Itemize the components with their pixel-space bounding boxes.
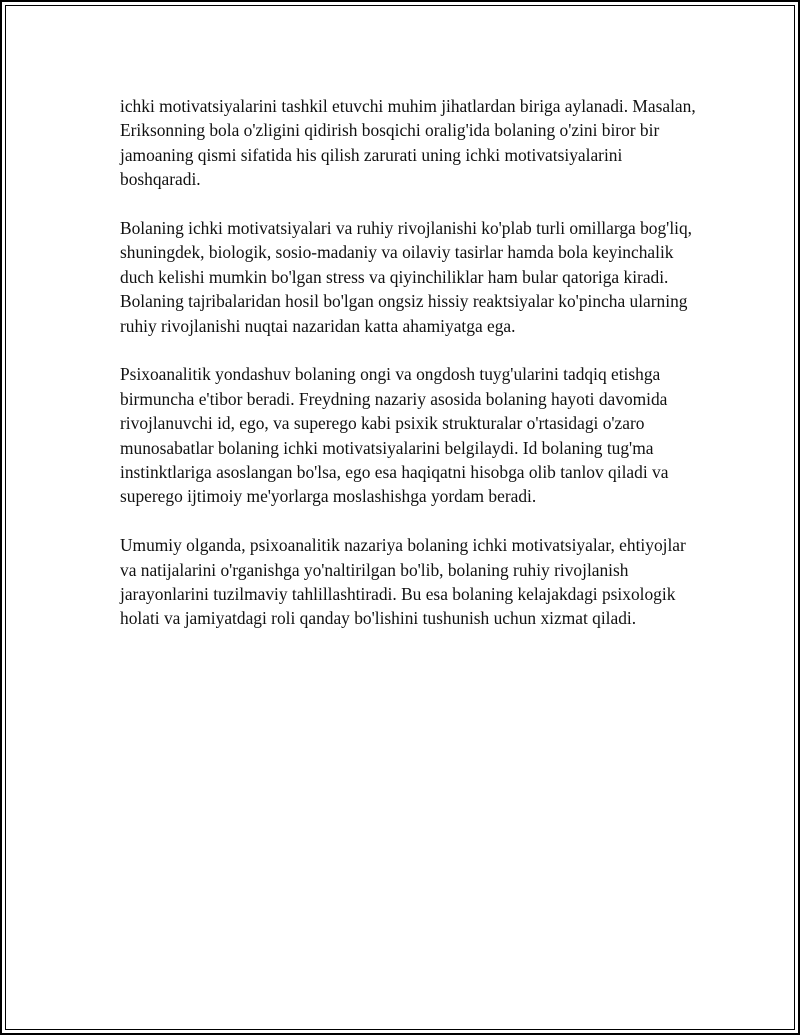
document-body [120, 94, 700, 655]
paragraph-2: Bolaning ichki motivatsiyalari va ruhiy rivojlanishi ko'plab turli omillarga bog'liq, shuningdek, biologik, sosio-madaniy va oilaviy tasirlar hamda bola keyinchalik duch kelishi mumkin bo'lgan stress va qiyinchiliklar ham bular qatoriga kiradi. Bolaning tajribalaridan hosil bo'lgan ongsiz hissiy reaktsiyalar ko'pincha ularning ruhiy rivojlanishi nuqtai nazaridan katta ahamiyatga ega. [120, 218, 693, 336]
paragraph-4: Umumiy olganda, psixoanalitik nazariya bolaning ichki motivatsiyalar, ehtiyojlar va natijalarini o'rganishga yo'naltirilgan bo'lib, bolaning ruhiy rivojlanish jarayonlarini tuzilmaviy tahlillashtiradi. Bu esa bolaning kelajakdagi psixologik holati va jamiyatdagi roli qanday bo'lishini tushunish uchun xizmat qiladi. [120, 535, 686, 629]
paragraph-1: ichki motivatsiyalarini tashkil etuvchi muhim jihatlardan biriga aylanadi. Masalan, Eriksonning bola o'zligini qidirish bosqichi oralig'ida bolaning o'zini biror bir jamoaning qismi sifatida his qilish zarurati uning ichki motivatsiyalarini boshqaradi. [120, 96, 696, 190]
paragraph-3: Psixoanalitik yondashuv bolaning ongi va ongdosh tuyg'ularini tadqiq etishga birmuncha e'tibor beradi. Freydning nazariy asosida bolaning hayoti davomida rivojlanuvchi id, ego, va superego kabi psixik strukturalar o'rtasidagi o'zaro munosabatlar bolaning ichki motivatsiyalarini belgilaydi. Id bolaning tug'ma instinktlariga asoslangan bo'lsa, ego esa haqiqatni hisobga olib tanlov qiladi va superego ijtimoiy me'yorlarga moslashishga yordam beradi. [120, 364, 669, 507]
